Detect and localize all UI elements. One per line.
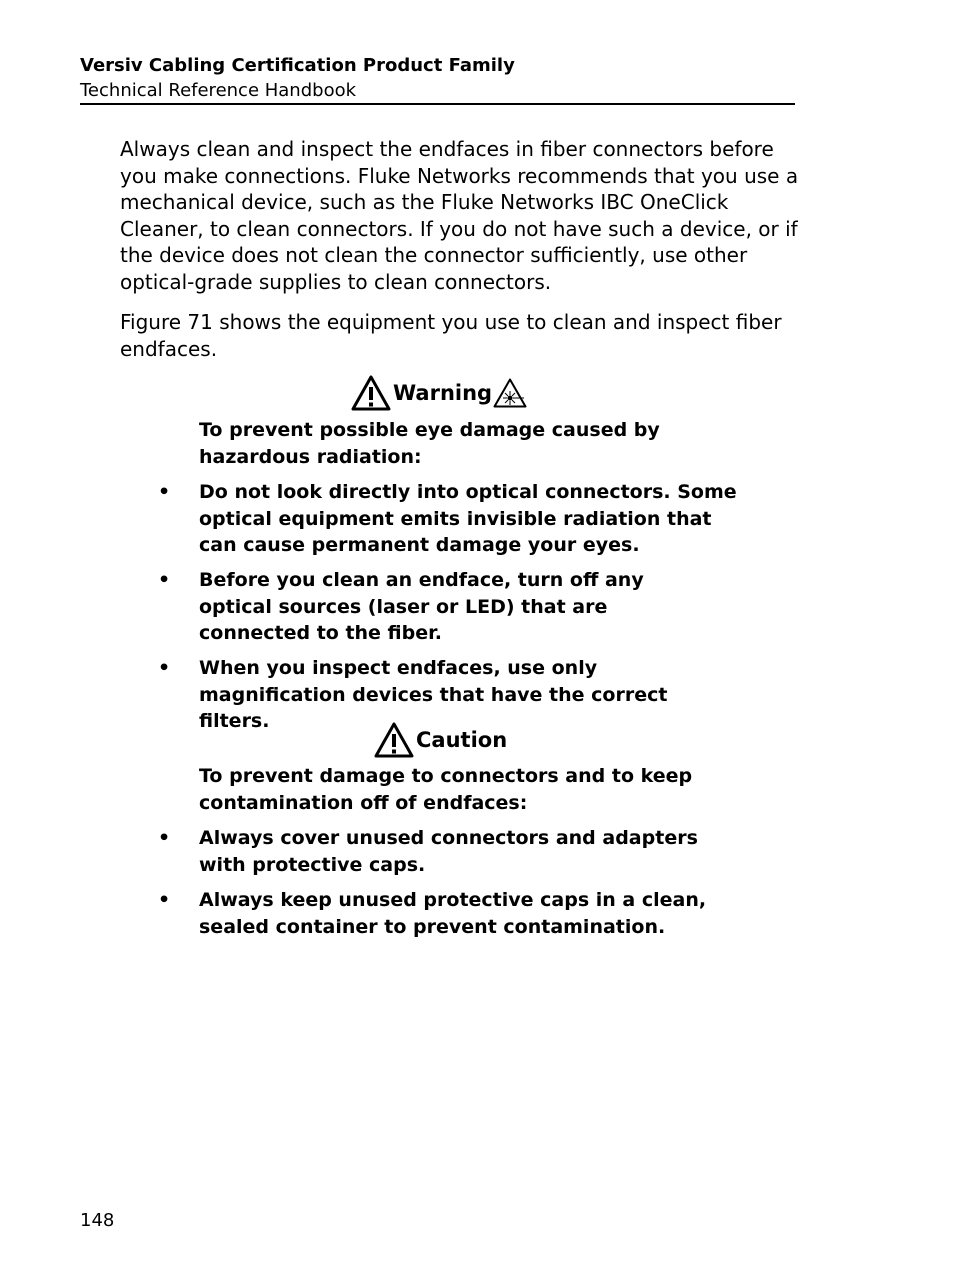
intro-paragraph: Always clean and inspect the endfaces in fiber connectors before you make connections. Fluke Networks recommends that you use a mechanical device, such as the Fluke Networks IBC OneClick Cleaner, to clean connectors. If you do not have such a device, or if the device does not clean the connector sufficiently, use other optical-grade supplies to clean connectors. (120, 137, 799, 294)
caution-bullet-item: Always cover unused connectors and adapters with protective caps. (199, 827, 698, 876)
warning-label: Warning (393, 381, 493, 405)
laser-radiation-icon (493, 378, 527, 408)
caution-intro: To prevent damage to connectors and to keep contamination off of endfaces: (199, 765, 693, 814)
running-header (80, 53, 795, 103)
warning-triangle-icon (374, 722, 414, 758)
warning-bullet-item: Do not look directly into optical connectors. Some optical equipment emits invisible radiation that can cause permanent damage your eyes. (199, 481, 737, 556)
warning-triangle-icon (351, 375, 391, 411)
warning-bullet-item: Before you clean an endface, turn off any optical sources (laser or LED) that are connected to the fiber. (199, 569, 644, 644)
bullet-symbol: • (158, 569, 171, 591)
warning-intro: To prevent possible eye damage caused by hazardous radiation: (199, 419, 660, 468)
figure-reference-paragraph: Figure 71 shows the equipment you use to clean and inspect fiber endfaces. (120, 310, 782, 361)
warning-bullet-item: When you inspect endfaces, use only magnification devices that have the correct filters. (199, 657, 668, 732)
bullet-symbol: • (158, 827, 171, 849)
bullet-symbol: • (158, 657, 171, 679)
page-number: 148 (80, 1210, 115, 1231)
header-subtitle: Technical Reference Handbook (80, 80, 357, 101)
header-title: Versiv Cabling Certification Product Family (80, 55, 515, 76)
header-rule (80, 103, 795, 105)
caution-heading (374, 721, 507, 759)
caution-bullet-item: Always keep unused protective caps in a clean, sealed container to prevent contamination. (199, 889, 707, 938)
bullet-symbol: • (158, 889, 171, 911)
warning-heading (351, 374, 527, 412)
bullet-symbol: • (158, 481, 171, 503)
caution-label: Caution (416, 728, 508, 752)
